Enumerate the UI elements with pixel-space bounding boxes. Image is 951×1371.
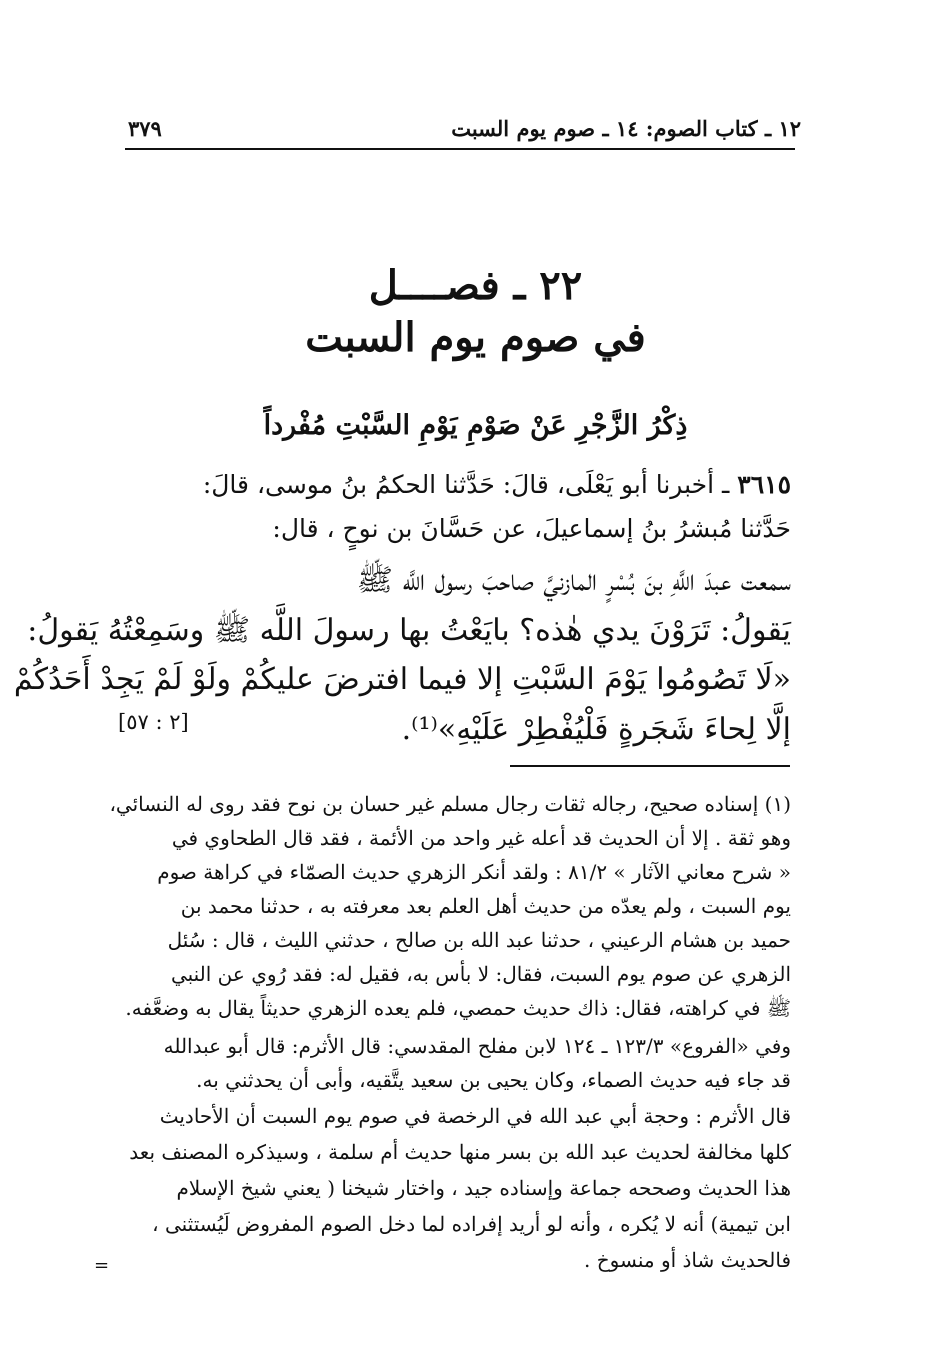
chapter-number-heading: ٢٢ ـ فصــــل	[368, 262, 583, 309]
section-title: ذِكْرُ الزَّجْرِ عَنْ صَوْمِ يَوْمِ السَّبْتِ مُفْرداً	[263, 410, 688, 441]
footnote-line: ابن تيمية) أنه لا يُكره ، وأنه لو أريد إفراده لما دخل الصوم المفروض لَيُستثنى ،	[152, 1212, 791, 1236]
isnad-line-2: حَدَّثنا مُبشرُ بنُ إسماعيلَ، عن حَسَّانَ بن نوحٍ ، قال:	[272, 514, 791, 543]
matn-line-2: يَقولُ: تَرَوْنَ يدي هٰذه؟ بايَعْتُ بها رسولَ اللَّه ﷺ وسَمِعْتُهُ يَقولُ:	[27, 613, 791, 648]
footnote-line: يوم السبت ، ولم يعدّه من حديث أهل العلم بعد معرفته به ، حدثنا محمد بن	[180, 894, 791, 918]
footnote-line: قد جاء فيه حديث الصماء، وكان يحيى بن سعيد يتَّقيه، وأبى أن يحدثني به.	[196, 1068, 791, 1092]
footnote-rule	[510, 765, 790, 767]
footnote-line: فالحديث شاذ أو منسوخ .	[584, 1248, 791, 1272]
page-number: ٣٧٩	[128, 116, 162, 141]
running-header-title: ١٢ ـ كتاب الصوم: ١٤ ـ صوم يوم السبت	[451, 116, 801, 141]
chapter-title: في صوم يوم السبت	[305, 314, 646, 361]
footnote-line: وهو ثقة . إلا أن الحديث قد أعله غير واحد من الأئمة ، فقد قال الطحاوي في	[171, 826, 791, 850]
source-reference: [٢ : ٥٧]	[118, 710, 189, 734]
footnote-line: (١) إسناده صحيح، رجاله ثقات رجال مسلم غير حسان بن نوح فقد روى له النسائي،	[109, 792, 791, 816]
matn-line-4: إلَّا لِحاءَ شَجَرةٍ فَلْيُفْطِرْ عَلَيْهِ»⁽¹⁾.	[401, 712, 791, 747]
hadith-number: ٣٦١٥	[737, 470, 791, 499]
header-rule	[125, 148, 795, 150]
footnote-line: وفي «الفروع» ١٢٣/٣ ـ ١٢٤ لابن مفلح المقدسي: قال الأثرم: قال أبو عبدالله	[163, 1034, 791, 1058]
footnote-line: الزهري عن صوم يوم السبت، فقال: لا بأس به، فقيل له: فقد رُوي عن النبي	[170, 962, 791, 986]
footnote-line: هذا الحديث وصححه جماعة وإسناده جيد ، واختار شيخنا ( يعني شيخ الإسلام	[176, 1176, 791, 1200]
matn-line-1: سمعت عبدَ اللَّهِ بنَ بُسْرٍ المازنيَّ صاحبَ رسول اللَّه ﷺ	[356, 563, 791, 598]
footnote-line: كلها مخالفة لحديث عبد الله بن بسر منها حديث أم سلمة ، وسيذكره المصنف بعد	[129, 1140, 791, 1164]
footnote-line: ﷺ في كراهته، فقال: ذاك حديث حمصي، فلم يعده الزهري حديثاً يقال به وضعَّفه.	[125, 996, 791, 1020]
margin-mark: =	[94, 1255, 110, 1276]
footnote-line: قال الأثرم : وحجة أبي عبد الله في الرخصة في صوم يوم السبت أن الأحاديث	[159, 1104, 791, 1128]
footnote-line: « شرح معاني الآثار » ٨١/٢ : ولقد أنكر الزهري حديث الصمّاء في كراهة صوم	[157, 860, 791, 884]
isnad-text-1: ـ أخبرنا أبو يَعْلَى، قالَ: حَدَّثنا الحكمُ بنُ موسى، قالَ:	[202, 470, 730, 499]
matn-line-3: «لَا تَصُومُوا يَوْمَ السَّبْتِ إلا فيما افترضَ عليكُمْ ولَوْ لَمْ يَجِدْ أَحَدُكُمْ	[13, 662, 791, 697]
footnote-line: حميد بن هشام الرعيني ، حدثنا عبد الله بن صالح ، حدثني الليث ، قال : سُئل	[167, 928, 791, 952]
isnad-line-1	[203, 470, 791, 499]
